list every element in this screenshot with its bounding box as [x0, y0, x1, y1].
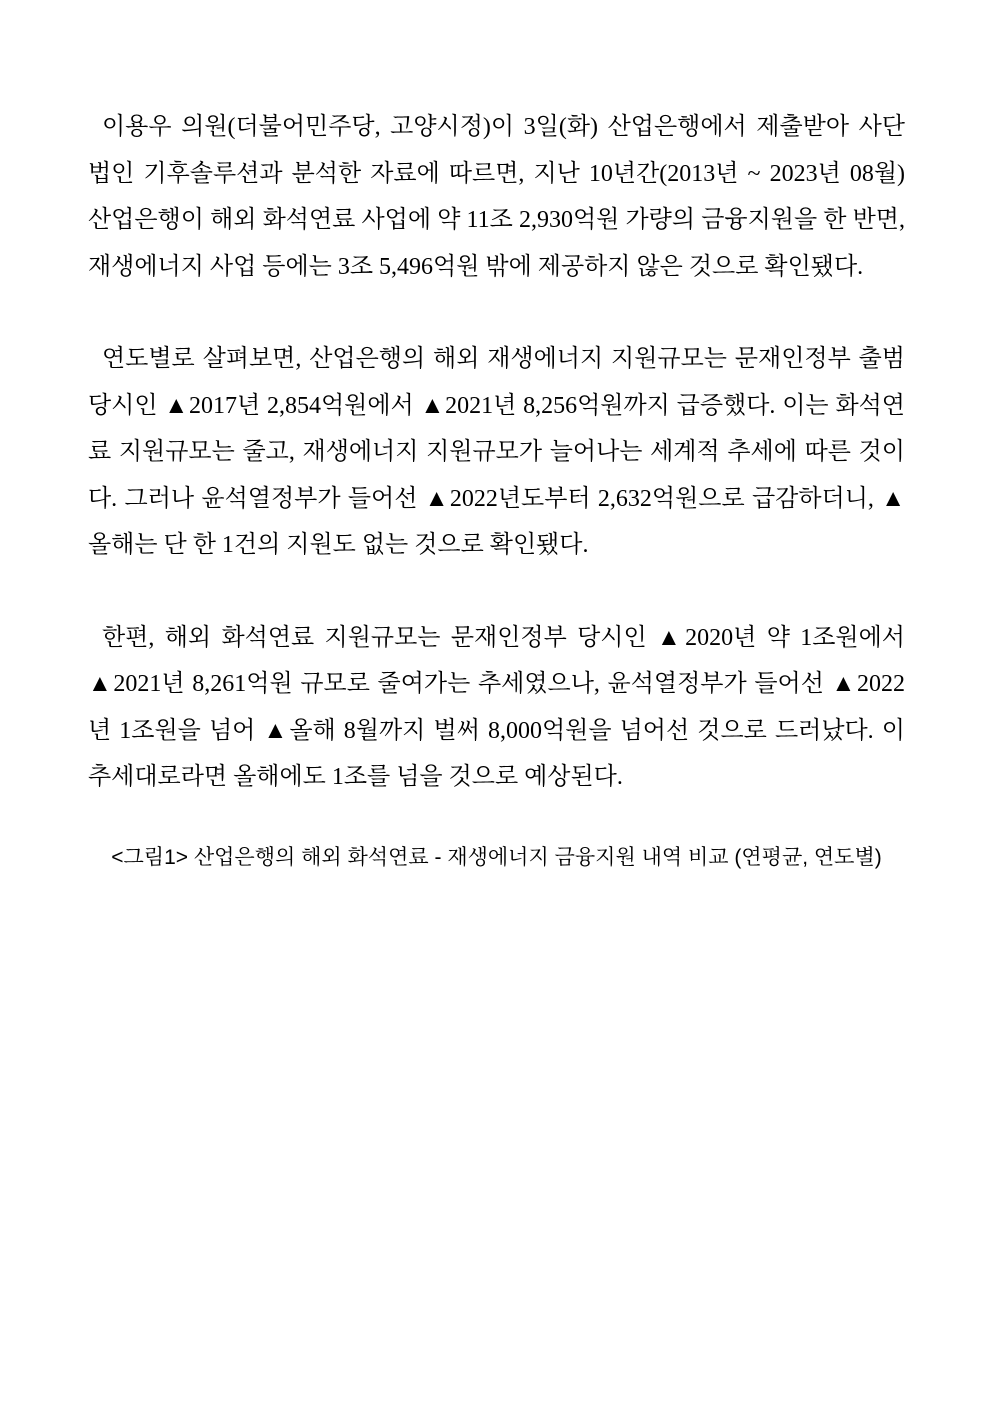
body-paragraph-1: 이용우 의원(더불어민주당, 고양시정)이 3일(화) 산업은행에서 제출받아 사단법인 기후솔루션과 분석한 자료에 따르면, 지난 10년간(2013년 ~ 2023년 08월) 산업은행이 해외 화석연료 사업에 약 11조 2,930억원 가량의 금융지원을 한 반면, 재생에너지 사업 등에는 3조 5,496억원 밖에 제공하지 않은 것으로 확인됐다. — [88, 114, 905, 280]
body-paragraph-2: 연도별로 살펴보면, 산업은행의 해외 재생에너지 지원규모는 문재인정부 출범 당시인 ▲2017년 2,854억원에서 ▲2021년 8,256억원까지 급증했다. 이는 화석연료 지원규모는 줄고, 재생에너지 지원규모가 늘어나는 세계적 추세에 따른 것이다. 그러나 윤석열정부가 들어선 ▲2022년도부터 2,632억원으로 급감하더니, ▲올해는 단 한 1건의 지원도 없는 것으로 확인됐다. — [88, 346, 905, 558]
body-paragraph-3: 한편, 해외 화석연료 지원규모는 문재인정부 당시인 ▲2020년 약 1조원에서 ▲2021년 8,261억원 규모로 줄여가는 추세였으나, 윤석열정부가 들어선 ▲2022년 1조원을 넘어 ▲올해 8월까지 벌써 8,000억원을 넘어선 것으로 드러났다. 이 추세대로라면 올해에도 1조를 넘을 것으로 예상된다. — [88, 624, 905, 790]
figure-caption: <그림1> 산업은행의 해외 화석연료 - 재생에너지 금융지원 내역 비교 (연평균, 연도별) — [111, 845, 882, 869]
